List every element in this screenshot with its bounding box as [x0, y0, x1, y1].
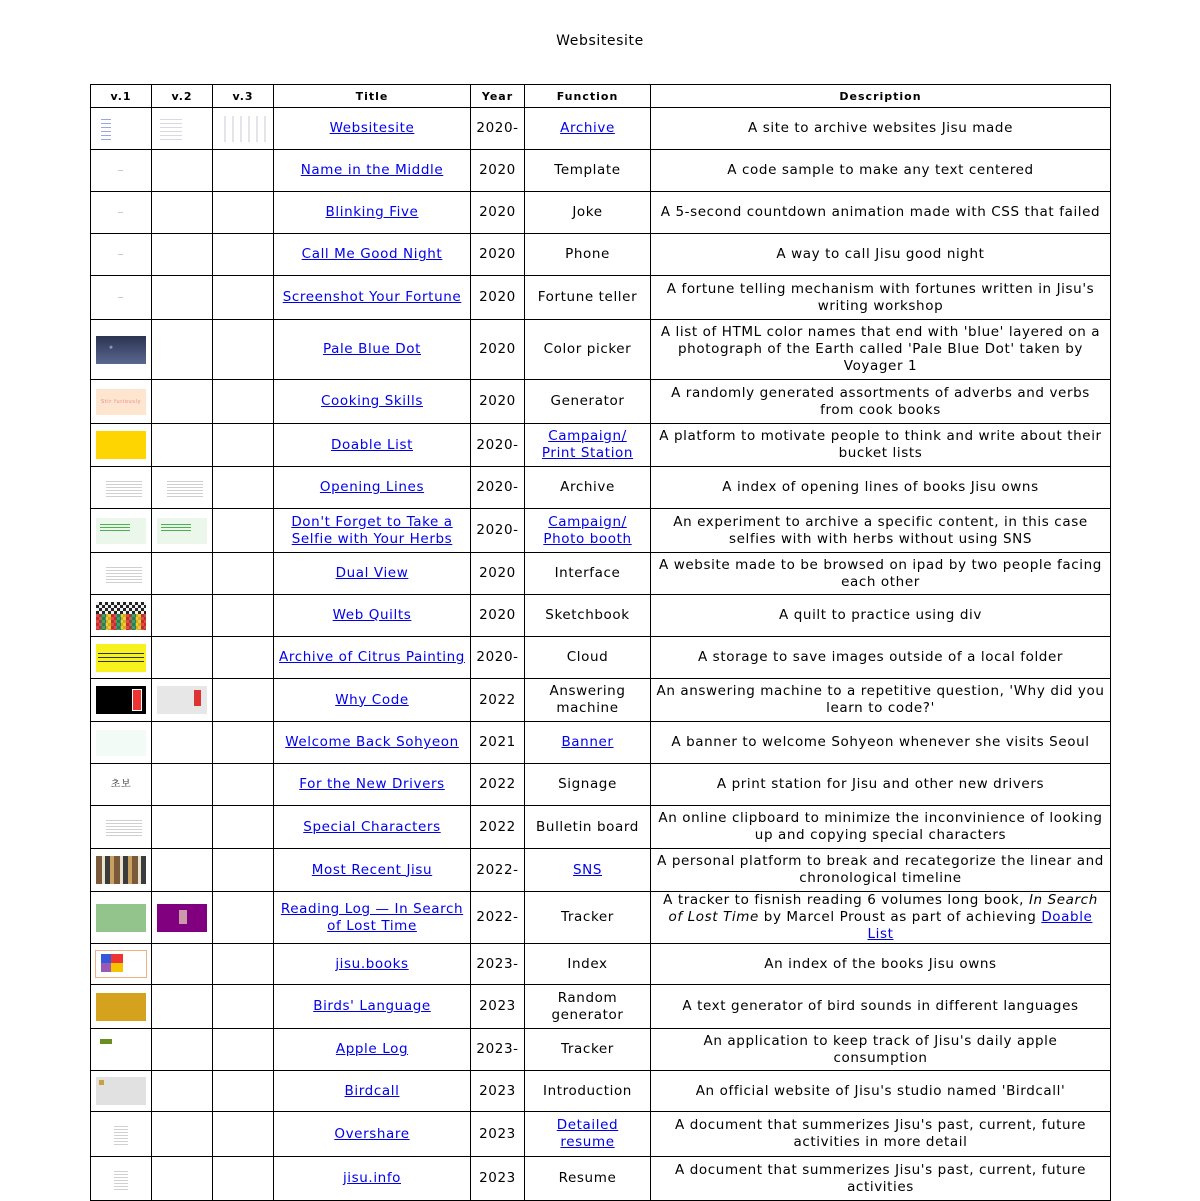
site-title-link[interactable]: Dual View [335, 565, 409, 581]
site-description: A document that summerizes Jisu's past, current, future activities [651, 1157, 1111, 1201]
table-row [91, 985, 1111, 1029]
thumbnail-v1[interactable]: 초보 [110, 778, 132, 790]
site-description: A storage to save images outside of a local folder [651, 637, 1111, 679]
table-row [91, 320, 1111, 380]
site-function-link[interactable]: Detailed resume [556, 1117, 619, 1150]
site-title-link[interactable]: Call Me Good Night [301, 246, 443, 262]
site-description: A code sample to make any text centered [651, 150, 1111, 192]
site-function-link[interactable]: SNS [572, 861, 603, 878]
table-row [91, 1071, 1111, 1112]
site-year: 2020- [471, 108, 525, 150]
site-description: An application to keep track of Jisu's daily apple consumption [651, 1029, 1111, 1071]
site-function: Random generator [525, 985, 651, 1029]
table-row [91, 234, 1111, 276]
site-title-link[interactable]: Birdcall [344, 1082, 400, 1099]
site-year: 2020 [471, 380, 525, 424]
site-year: 2021 [471, 722, 525, 764]
thumbnail-v1[interactable] [96, 285, 146, 311]
table-row [91, 637, 1111, 679]
table-row [91, 679, 1111, 722]
thumbnail-v1[interactable] [96, 644, 146, 672]
site-title-link[interactable]: Web Quilts [332, 607, 412, 623]
site-description: An official website of Jisu's studio named 'Birdcall' [651, 1071, 1111, 1112]
table-row [91, 380, 1111, 424]
site-year: 2022 [471, 679, 525, 722]
site-function: Tracker [525, 892, 651, 944]
site-description: A personal platform to break and recategorize the linear and chronological timeline [651, 849, 1111, 892]
table-row [91, 892, 1111, 944]
site-year: 2020 [471, 276, 525, 320]
description-text: A tracker to fisnish reading 6 volumes long book, [663, 892, 1029, 908]
site-title-link[interactable]: Blinking Five [325, 204, 419, 220]
site-description: A document that summerizes Jisu's past, current, future activities in more detail [651, 1112, 1111, 1157]
site-title-link[interactable]: Overshare [334, 1125, 410, 1142]
table-row [91, 553, 1111, 595]
site-description: A fortune telling mechanism with fortunes written in Jisu's writing workshop [651, 276, 1111, 320]
site-title-link[interactable]: Apple Log [335, 1041, 409, 1057]
site-function-link[interactable]: Banner [561, 734, 614, 750]
thumbnail-v1[interactable] [96, 431, 146, 459]
site-year: 2020 [471, 234, 525, 276]
header-v3: v.3 [213, 85, 274, 108]
thumbnail-v1[interactable] [96, 475, 146, 501]
site-year: 2020 [471, 553, 525, 595]
site-year: 2023 [471, 985, 525, 1029]
site-function-link[interactable]: Campaign/ Print Station [541, 428, 634, 461]
header-description: Description [651, 85, 1111, 108]
site-function: Sketchbook [525, 595, 651, 637]
thumbnail-v1[interactable] [96, 1077, 146, 1105]
site-title-link[interactable]: Archive of Citrus Painting [279, 649, 465, 665]
site-description: A site to archive websites Jisu made [651, 108, 1111, 150]
site-year: 2020 [471, 150, 525, 192]
site-function: Color picker [525, 320, 651, 380]
site-description: A print station for Jisu and other new drivers [651, 764, 1111, 806]
table-row [91, 944, 1111, 985]
site-year: 2022- [471, 849, 525, 892]
site-year: 2022 [471, 764, 525, 806]
site-year: 2020 [471, 320, 525, 380]
thumbnail-v1[interactable] [96, 904, 146, 932]
site-title-link[interactable]: Special Characters [303, 818, 441, 835]
websites-table [90, 84, 1111, 1201]
site-function: Joke [525, 192, 651, 234]
site-function: Resume [525, 1157, 651, 1201]
header-title: Title [274, 85, 471, 108]
thumbnail-v2[interactable] [157, 904, 207, 932]
site-year: 2023 [471, 1157, 525, 1201]
site-function: Interface [525, 553, 651, 595]
site-description: A quilt to practice using div [651, 595, 1111, 637]
site-function: Cloud [525, 637, 651, 679]
site-title-link[interactable]: Welcome Back Sohyeon [285, 734, 459, 750]
table-header-row [91, 85, 1111, 108]
table-row [91, 108, 1111, 150]
thumbnail-v2[interactable] [157, 475, 207, 501]
site-year: 2020- [471, 637, 525, 679]
thumbnail-v1[interactable] [95, 950, 147, 978]
thumbnail-v1[interactable] [96, 242, 146, 268]
thumbnail-v1[interactable] [96, 814, 146, 840]
site-year: 2020 [471, 595, 525, 637]
doable-list-link[interactable]: Doable List [867, 909, 1093, 942]
book-title-emphasis: In Search of Lost Time [668, 892, 1098, 925]
site-title-link[interactable]: Screenshot Your Fortune [282, 289, 462, 305]
site-function: Tracker [525, 1029, 651, 1071]
site-title-link[interactable]: jisu.info [342, 1170, 402, 1186]
site-title-link[interactable]: Pale Blue Dot [322, 341, 422, 357]
site-description: An online clipboard to minimize the inconvinience of looking up and copying special characters [651, 806, 1111, 849]
thumbnail-v1[interactable] [114, 1166, 128, 1192]
header-v2: v.2 [152, 85, 213, 108]
site-function: Generator [525, 380, 651, 424]
table-row [91, 722, 1111, 764]
site-year: 2023 [471, 1112, 525, 1157]
table-row [91, 849, 1111, 892]
site-title-link[interactable]: For the New Drivers [299, 776, 445, 792]
table-row [91, 1029, 1111, 1071]
site-function: Introduction [525, 1071, 651, 1112]
thumbnail-v1[interactable] [96, 602, 146, 630]
site-description: A randomly generated assortments of adverbs and verbs from cook books [651, 380, 1111, 424]
site-year: 2023- [471, 1029, 525, 1071]
site-title-link[interactable]: Name in the Middle [300, 162, 444, 178]
table-row [91, 424, 1111, 467]
site-year: 2022 [471, 806, 525, 849]
header-year: Year [471, 85, 525, 108]
site-title-link[interactable]: jisu.books [335, 955, 409, 972]
thumbnail-v1[interactable] [96, 730, 146, 756]
thumbnail-v1[interactable] [96, 561, 146, 587]
header-v1: v.1 [91, 85, 152, 108]
thumbnail-v1[interactable] [96, 686, 146, 714]
header-function: Function [525, 85, 651, 108]
thumbnail-v1[interactable] [96, 158, 146, 184]
site-description: A text generator of bird sounds in different languages [651, 985, 1111, 1029]
thumbnail-v1[interactable]: Stir furiously [96, 389, 146, 415]
table-row [91, 1112, 1111, 1157]
site-title-link[interactable]: Most Recent Jisu [311, 861, 433, 878]
site-title-link[interactable]: Websitesite [329, 120, 415, 136]
site-title-link[interactable]: Doable List [330, 436, 414, 453]
thumbnail-v2[interactable] [157, 518, 207, 544]
site-title-link[interactable]: Birds' Language [313, 998, 431, 1014]
thumbnail-v3[interactable] [218, 116, 268, 142]
site-description: A index of opening lines of books Jisu owns [651, 467, 1111, 509]
site-description: An index of the books Jisu owns [651, 944, 1111, 985]
site-function: Index [525, 944, 651, 985]
site-function-link[interactable]: Campaign/ Photo booth [543, 513, 632, 547]
table-row [91, 595, 1111, 637]
page-title: Websitesite [556, 33, 644, 49]
table-row [91, 192, 1111, 234]
table-row [91, 509, 1111, 553]
thumbnail-v1[interactable] [101, 116, 111, 142]
site-year: 2020- [471, 509, 525, 553]
site-description: A list of HTML color names that end with 'blue' layered on a photograph of the Earth called 'Pale Blue Dot' taken by Voyager 1 [651, 320, 1111, 380]
site-year: 2020 [471, 192, 525, 234]
site-title-link[interactable]: Why Code [335, 691, 409, 708]
thumbnail-v1[interactable] [114, 1121, 128, 1147]
site-function-link[interactable]: Archive [560, 120, 615, 136]
site-function: Phone [525, 234, 651, 276]
site-year: 2020- [471, 467, 525, 509]
thumbnail-v1[interactable] [96, 336, 146, 364]
site-title-link[interactable]: Cooking Skills [320, 393, 423, 409]
site-function: Bulletin board [525, 806, 651, 849]
thumbnail-v1[interactable] [96, 518, 146, 544]
table-row [91, 764, 1111, 806]
site-year: 2022- [471, 892, 525, 944]
site-function: Template [525, 150, 651, 192]
site-description: An experiment to archive a specific content, in this case selfies with with herbs without using SNS [651, 509, 1111, 553]
site-description: A website made to be browsed on ipad by two people facing each other [651, 553, 1111, 595]
site-description: An answering machine to a repetitive question, 'Why did you learn to code?' [651, 679, 1111, 722]
description-text: by Marcel Proust as part of achieving [758, 909, 1042, 925]
site-description: A way to call Jisu good night [651, 234, 1111, 276]
site-function: Signage [525, 764, 651, 806]
thumbnail-v1[interactable] [96, 1037, 146, 1063]
site-description: A platform to motivate people to think and write about their bucket lists [651, 424, 1111, 467]
thumbnail-v1[interactable] [96, 856, 146, 884]
site-function: Archive [525, 467, 651, 509]
site-year: 2023 [471, 1071, 525, 1112]
table-row [91, 467, 1111, 509]
site-title-link[interactable]: Opening Lines [319, 479, 425, 495]
table-row [91, 1157, 1111, 1201]
thumbnail-v1[interactable] [96, 200, 146, 226]
thumbnail-v2[interactable] [157, 686, 207, 714]
thumbnail-v1[interactable] [96, 993, 146, 1021]
table-row [91, 806, 1111, 849]
site-description [651, 892, 1111, 944]
site-function: Fortune teller [525, 276, 651, 320]
site-title-link[interactable]: Don't Forget to Take a Selfie with Your Herbs [291, 513, 453, 547]
site-year: 2020- [471, 424, 525, 467]
thumbnail-v2[interactable] [160, 116, 182, 142]
site-year: 2023- [471, 944, 525, 985]
table-row [91, 150, 1111, 192]
site-description: A banner to welcome Sohyeon whenever she visits Seoul [651, 722, 1111, 764]
site-title-link[interactable]: Reading Log — In Search of Lost Time [280, 900, 464, 934]
site-function: Answering machine [525, 679, 651, 722]
table-row [91, 276, 1111, 320]
site-description: A 5-second countdown animation made with CSS that failed [651, 192, 1111, 234]
